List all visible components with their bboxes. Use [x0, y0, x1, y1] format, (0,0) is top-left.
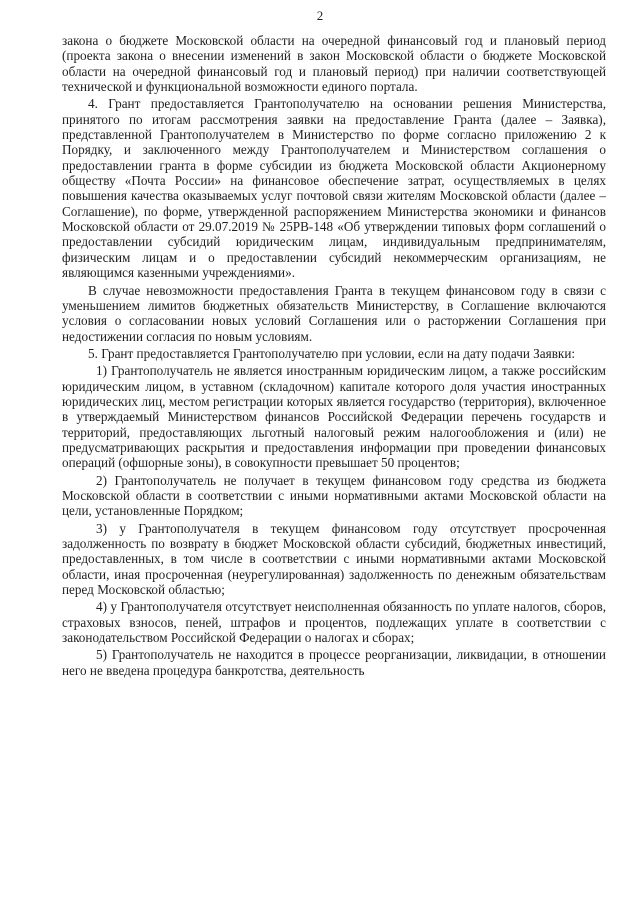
- paragraph-grant-impossibility: В случае невозможности предоставления Гранта в текущем финансовом году в связи с уменьшением лимитов бюджетных обязательств Министерству, в Соглашение включаются условия о согласовании новых условий Соглашения или о расторжении Соглашения при недостижении согласия по новым условиям.: [62, 282, 606, 344]
- paragraph-item-5: 5. Грант предоставляется Грантополучателю при условии, если на дату подачи Заявки:: [88, 345, 576, 361]
- paragraph-condition-1: 1) Грантополучатель не является иностранным юридическим лицом, а также российским юридическим лицом, в уставном (складочном) капитале которого доля участия иностранных юридических лиц, местом регистрации которых является государство (территория), включенное в утверждаемый Министерством финансов Российской Федерации перечень государств и территорий, предоставляющих льготный налоговый режим налогообложения и (или) не предусматривающих раскрытия и предоставления информации при проведении финансовых операций (офшорные зоны), в совокупности превышает 50 процентов;: [62, 363, 606, 471]
- document-body: [62, 33, 606, 678]
- paragraph-item-4: 4. Грант предоставляется Грантополучателю на основании решения Министерства, принятого по итогам рассмотрения заявки на предоставление Гранта (далее – Заявка), представленной Грантополучателем в Министерство по форме согласно приложению 2 к Порядку, и заключенного между Грантополучателем и Министерством соглашения о предоставлении гранта в форме субсидии из бюджета Московской области Акционерному обществу «Почта России» на финансовое обеспечение затрат, осуществляемых в целях повышения качества оказываемых услуг почтовой связи жителям Московской области (далее – Соглашение), по форме, утвержденной распоряжением Министерства экономики и финансов Московской области от 29.07.2019 № 25РВ-148 «Об утверждении типовых форм соглашений о предоставлении субсидий юридическим лицам, индивидуальным предпринимателям, физическим лицам и о предоставлении субсидий некоммерческим организациям, не являющимся казенными учреждениями».: [62, 96, 606, 281]
- paragraph-continuation: закона о бюджете Московской области на очередной финансовый год и плановый период (проекта закона о внесении изменений в закон Московской области о бюджете Московской области на очередной финансовый год и плановый период) при наличии соответствующей технической и функциональной возможности единого портала.: [62, 33, 606, 95]
- paragraph-condition-3: 3) у Грантополучателя в текущем финансовом году отсутствует просроченная задолженность по возврату в бюджет Московской области субсидий, бюджетных инвестиций, предоставленных, в том числе в соответствии с иными нормативными актами Московской области, иная просроченная (неурегулированная) задолженность по денежным обязательствам перед Московской областью;: [62, 520, 606, 598]
- page-number: 2: [316, 8, 324, 23]
- paragraph-condition-5: 5) Грантополучатель не находится в процессе реорганизации, ликвидации, в отношении него не введена процедура банкротства, деятельность: [62, 647, 606, 678]
- paragraph-condition-4: 4) у Грантополучателя отсутствует неисполненная обязанность по уплате налогов, сборов, страховых взносов, пеней, штрафов и процентов, подлежащих уплате в соответствии с законодательством Российской Федерации о налогах и сборах;: [62, 599, 606, 646]
- paragraph-condition-2: 2) Грантополучатель не получает в текущем финансовом году средства из бюджета Московской области в соответствии с иными нормативными актами Московской области на цели, установленные Порядком;: [62, 472, 606, 519]
